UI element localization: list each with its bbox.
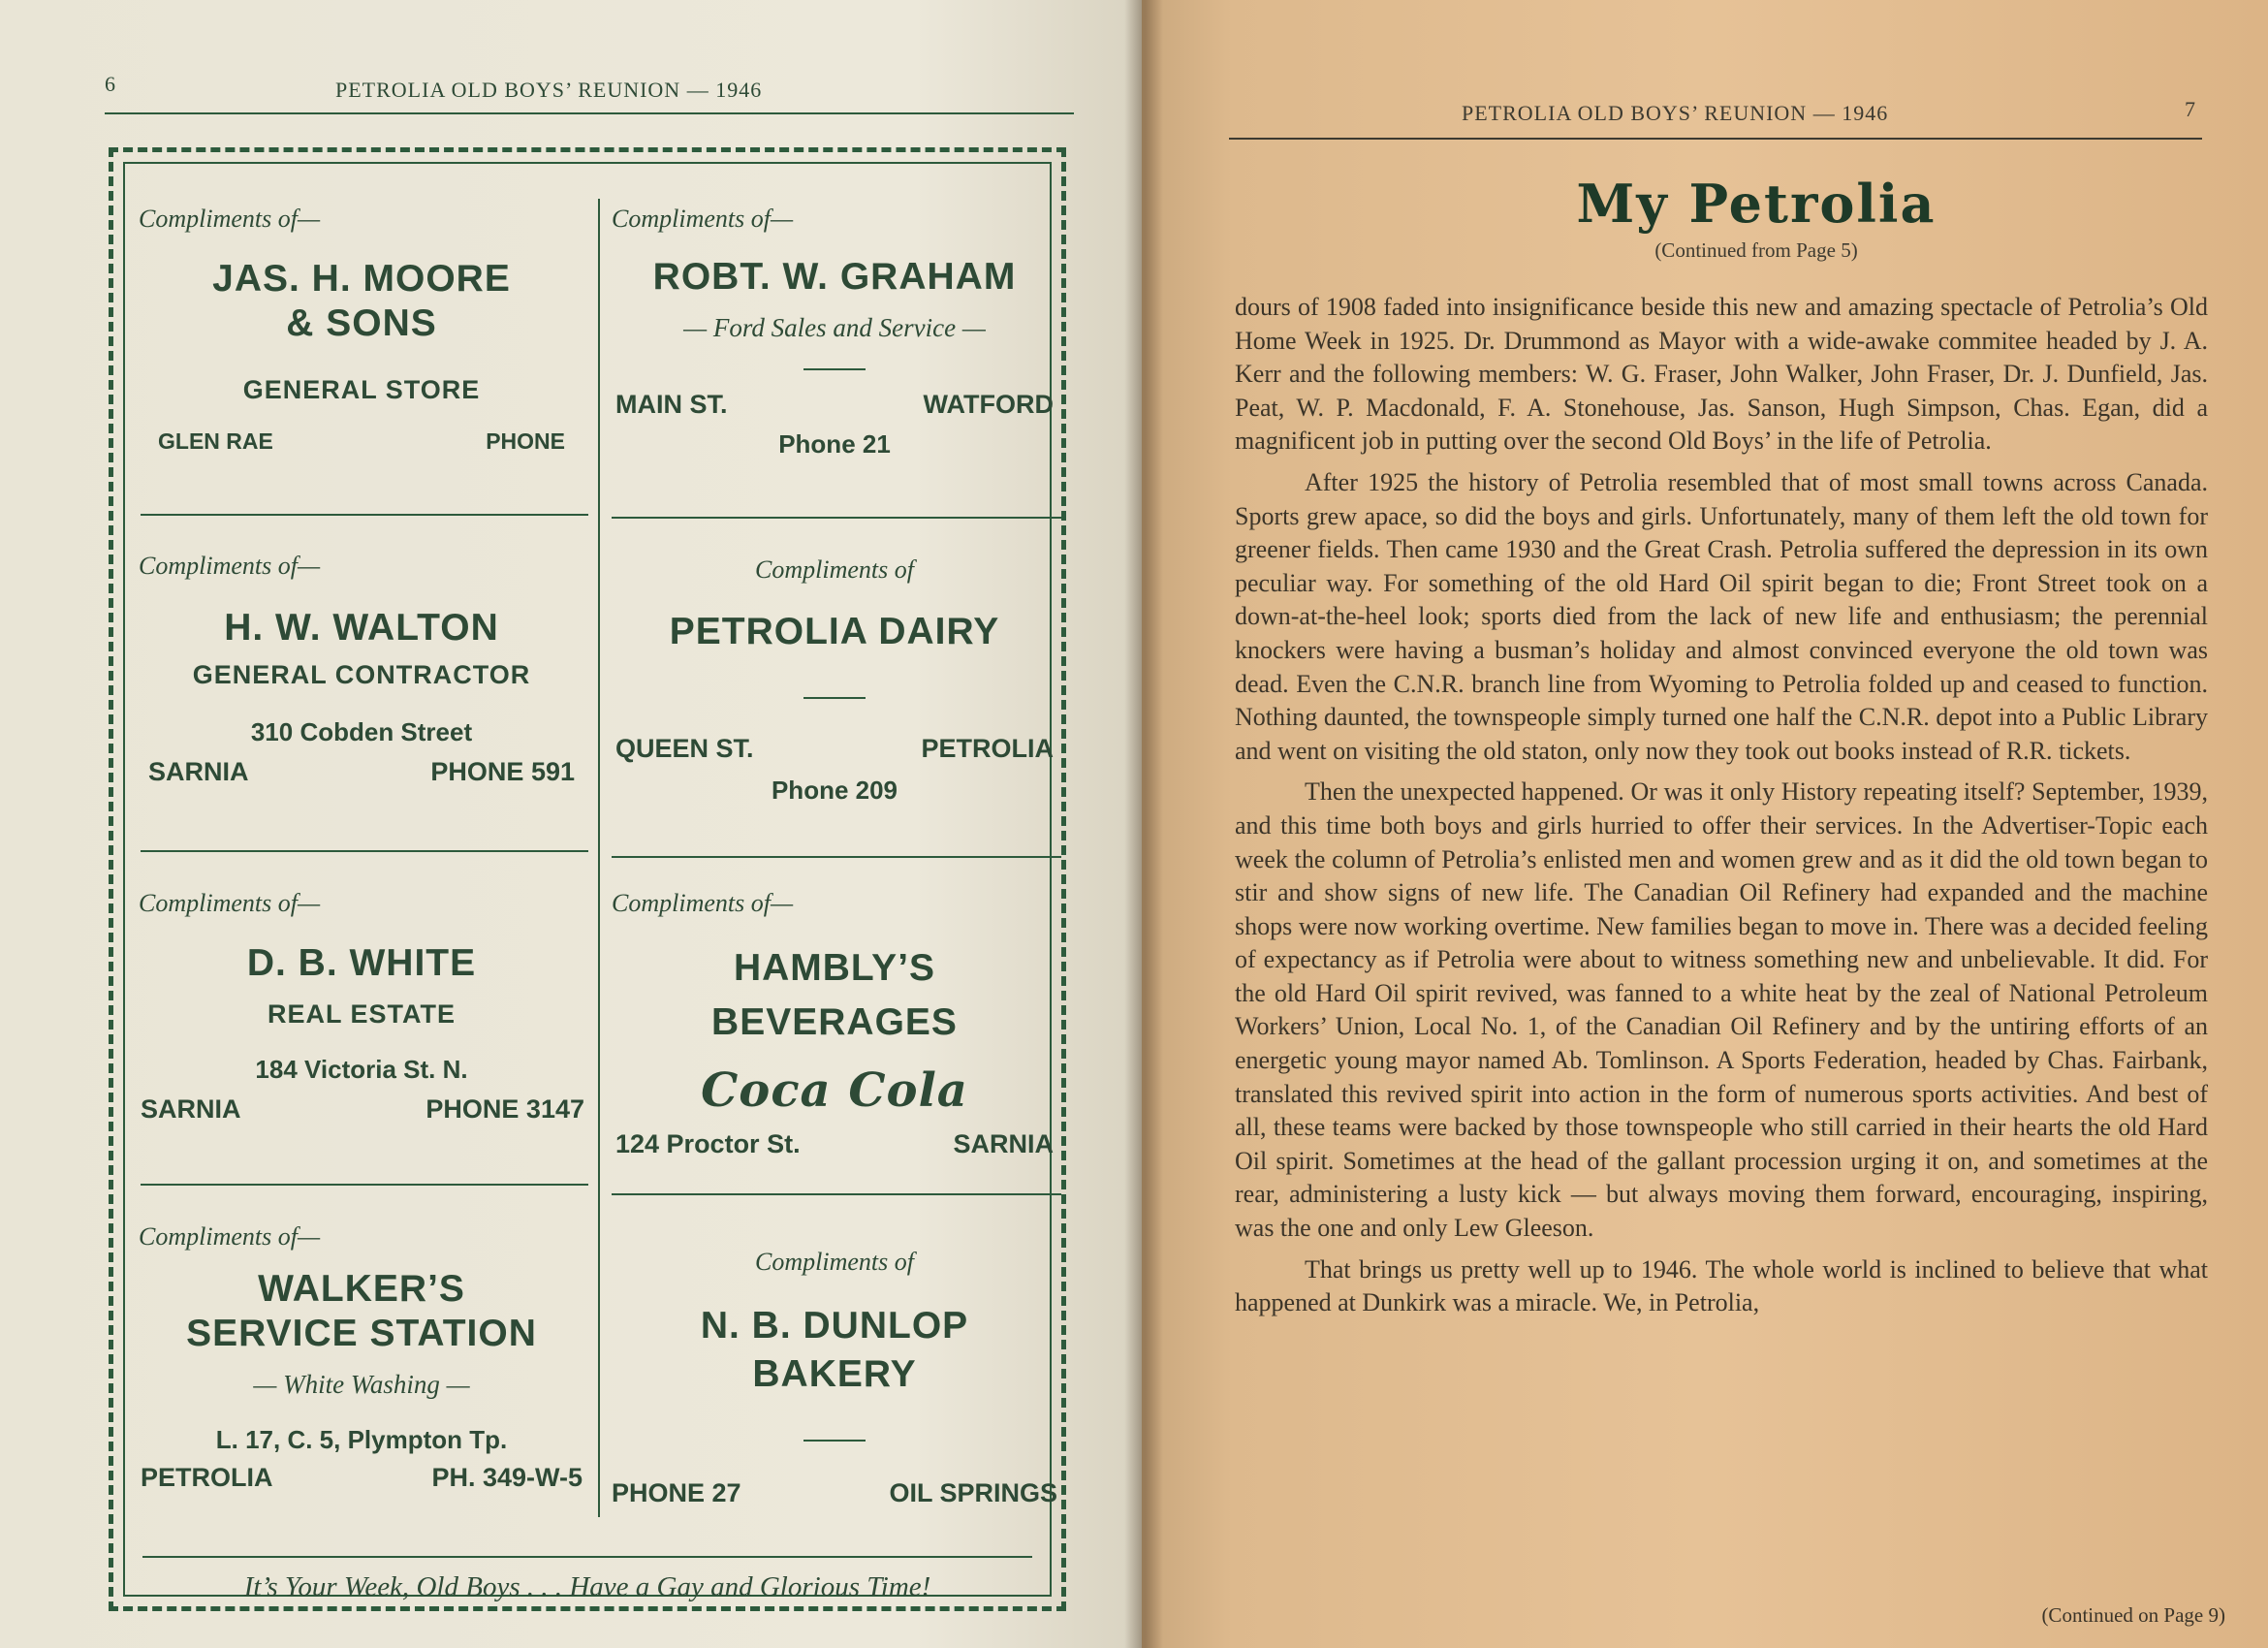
ad-address-row	[612, 390, 1057, 420]
ad-address: 310 Cobden Street	[250, 717, 473, 746]
ad-address-right: SARNIA	[953, 1129, 1054, 1158]
ad-address-row	[612, 1129, 1057, 1159]
running-head-right: PETROLIA OLD BOYS’ REUNION — 1946	[1462, 101, 1889, 125]
ad-graham	[612, 205, 1057, 460]
ad-business: GENERAL CONTRACTOR	[192, 660, 531, 689]
ad-firm-name: WALKER’S	[258, 1268, 465, 1310]
ad-compliments: Compliments of	[755, 555, 914, 584]
ad-tagline: — Ford Sales and Service —	[683, 313, 986, 342]
ad-business: REAL ESTATE	[267, 999, 456, 1029]
page-number-left: 6	[105, 72, 116, 96]
ad-address-left: SARNIA	[148, 757, 249, 786]
ad-firm-name: ROBT. W. GRAHAM	[652, 256, 1017, 298]
ad-compliments: Compliments of—	[139, 552, 321, 580]
ad-firm-name-line2: SERVICE STATION	[186, 1313, 537, 1354]
ad-firm-name: N. B. DUNLOP	[700, 1305, 969, 1347]
header-rule	[105, 112, 1074, 114]
ad-dunlop	[612, 1248, 1057, 1508]
article-title: My Petrolia	[1576, 173, 1937, 235]
continued-from: (Continued from Page 5)	[1654, 238, 1858, 262]
short-divider	[803, 1440, 866, 1442]
ad-compliments: Compliments of—	[139, 1222, 321, 1251]
ad-phone: Phone 21	[778, 429, 891, 459]
footer-rule	[142, 1556, 1032, 1558]
ad-firm-name-line2: BEVERAGES	[711, 1001, 958, 1043]
ad-separator	[612, 517, 1061, 519]
ad-moore	[139, 205, 584, 455]
ad-address-row	[612, 734, 1057, 764]
ad-business: GENERAL STORE	[242, 375, 481, 404]
ad-address-left: MAIN ST.	[615, 390, 728, 419]
column-divider	[598, 199, 600, 1517]
ad-address-right: PHONE 591	[430, 757, 575, 786]
ad-address-left: SARNIA	[141, 1094, 241, 1124]
ad-address-right: PH. 349-W-5	[431, 1463, 583, 1492]
ad-address-right: PHONE	[486, 428, 565, 454]
ad-white	[139, 889, 584, 1125]
ad-compliments: Compliments of—	[139, 205, 321, 233]
ad-compliments: Compliments of—	[139, 889, 321, 917]
article-paragraph: After 1925 the history of Petrolia resembled that of most small towns across Canada. Sports grew apace, so did the boys and girls. Unfortunately, many of them left the old town for greener fields. Then came 1930 and the Great Crash. Petrolia suffered the depression in its own peculiar way. For something of the old Hard Oil spirit began to die; Front Street took on a down-at-the-heel look; sports died from the lack of new life and enthusiasm; the perennial knockers were having a busman’s holiday and almost convinced everyone the old town was dead. Even the C.N.R. branch line from Wyoming to Petrolia folded up and ceased to function. Nothing daunted, the townspeople simply turned one half the C.N.R. depot into a Public Library and went on visiting the old staton, only now they took out books instead of R.R. tickets.	[1235, 467, 2208, 765]
continued-on: (Continued on Page 9)	[2041, 1603, 2225, 1627]
ad-address-right: PHONE 3147	[425, 1094, 584, 1124]
ad-walton	[139, 552, 584, 787]
ad-separator	[141, 1184, 588, 1186]
ad-firm-name-line2: BAKERY	[752, 1353, 917, 1395]
ad-compliments: Compliments of	[755, 1248, 914, 1276]
ad-separator	[141, 850, 588, 852]
ad-address-row	[139, 1094, 584, 1125]
ad-address-left: QUEEN ST.	[615, 734, 754, 763]
ad-address: L. 17, C. 5, Plympton Tp.	[215, 1425, 508, 1454]
ad-phone: Phone 209	[771, 776, 898, 805]
ad-address-right: PETROLIA	[921, 734, 1054, 763]
ad-address-left: 124 Proctor St.	[615, 1129, 801, 1158]
ad-address: 184 Victoria St. N.	[255, 1055, 468, 1084]
ad-address-left: PETROLIA	[141, 1463, 273, 1492]
ad-walkers	[139, 1222, 584, 1493]
ad-firm-name: H. W. WALTON	[224, 607, 499, 649]
article-body	[1235, 291, 2208, 1328]
article-paragraph: Then the unexpected happened. Or was it only History repeating itself? September, 1939, and this time both boys and girls hurried to offer their services. In the Advertiser-Topic each week the column of Petrolia’s enlisted men and women grew and as it did the old town began to stir and show signs of new life. The Canadian Oil Refinery had expanded and the machine shops were now working overtime. New families began to move in. There was a decided feeling of expectancy as if Petrolia were about to witness something new and unbelievable. It did. For the old Hard Oil spirit revived, was fanned to a white heat by the zeal of National Petroleum Workers’ Union, Local No. 1, of the Canadian Oil Refinery and by the untiring efforts of an energetic young mayor named Ab. Tomlinson. A Sports Federation, headed by Chas. Fairbank, translated this revived spirit into action in the form of numerous sports activities. And best of all, these teams were backed by those townspeople who still carried in their hearts the old Hard Oil spirit. Sometimes at the head of the gallant procession urging it on, and sometimes at the rear, administering a lusty kick — but always moving them forward, encouraging, inspiring, was the one and only Lew Gleeson.	[1235, 777, 2208, 1243]
article-paragraph: dours of 1908 faded into insignificance beside this new and amazing spectacle of Petrolia’s Old Home Week in 1925. Dr. Drummond as Mayor with a wide-awake commitee headed by J. A. Kerr and the following members: W. G. Fraser, John Walker, John Fraser, Dr. J. Dunfield, Jas. Peat, W. P. Macdonald, F. A. Stonehouse, Jas. Sanson, Hugh Simpson, Chas. Egan, did a magnificent job in putting over the second Old Boys’ in the life of Petrolia.	[1235, 293, 2208, 456]
ad-compliments: Compliments of—	[612, 889, 794, 917]
ad-firm-name: PETROLIA DAIRY	[669, 611, 1000, 652]
ad-separator	[612, 1193, 1061, 1195]
ad-address-left: GLEN RAE	[158, 428, 273, 454]
short-divider	[803, 368, 866, 370]
ad-hamblys	[612, 889, 1057, 1159]
ad-address-row	[139, 757, 584, 787]
ad-firm-name-line2: & SONS	[286, 302, 437, 344]
coca-cola-logo: Coca Cola	[701, 1063, 968, 1118]
ad-firm-name: JAS. H. MOORE	[212, 258, 511, 300]
ad-address-row	[139, 1463, 584, 1493]
ad-tagline: — White Washing —	[253, 1370, 470, 1399]
ad-firm-name: D. B. WHITE	[246, 942, 477, 984]
ad-petrolia-dairy	[612, 555, 1057, 806]
ad-separator	[141, 514, 588, 516]
ad-footer-slogan: It’s Your Week, Old Boys . . . Have a Gay and Glorious Time!	[243, 1571, 931, 1602]
advertisement-frame	[109, 147, 1066, 1611]
ad-address-right: WATFORD	[923, 390, 1054, 419]
short-divider	[803, 697, 866, 699]
ad-separator	[612, 856, 1061, 858]
running-head-left: PETROLIA OLD BOYS’ REUNION — 1946	[335, 78, 763, 102]
ad-firm-name: HAMBLY’S	[733, 947, 936, 989]
ad-address-left: PHONE 27	[612, 1478, 741, 1507]
ad-address-row	[139, 428, 584, 455]
advertisement-frame-inner	[123, 162, 1057, 1602]
ad-address-right: OIL SPRINGS	[889, 1478, 1057, 1507]
ad-address-row	[612, 1478, 1057, 1508]
article-paragraph: That brings us pretty well up to 1946. The whole world is inclined to believe that what happened at Dunkirk was a miracle. We, in Petrolia,	[1235, 1254, 2208, 1317]
header-rule-right	[1229, 138, 2202, 140]
ad-compliments: Compliments of—	[612, 205, 794, 233]
page-number-right: 7	[2185, 97, 2196, 121]
